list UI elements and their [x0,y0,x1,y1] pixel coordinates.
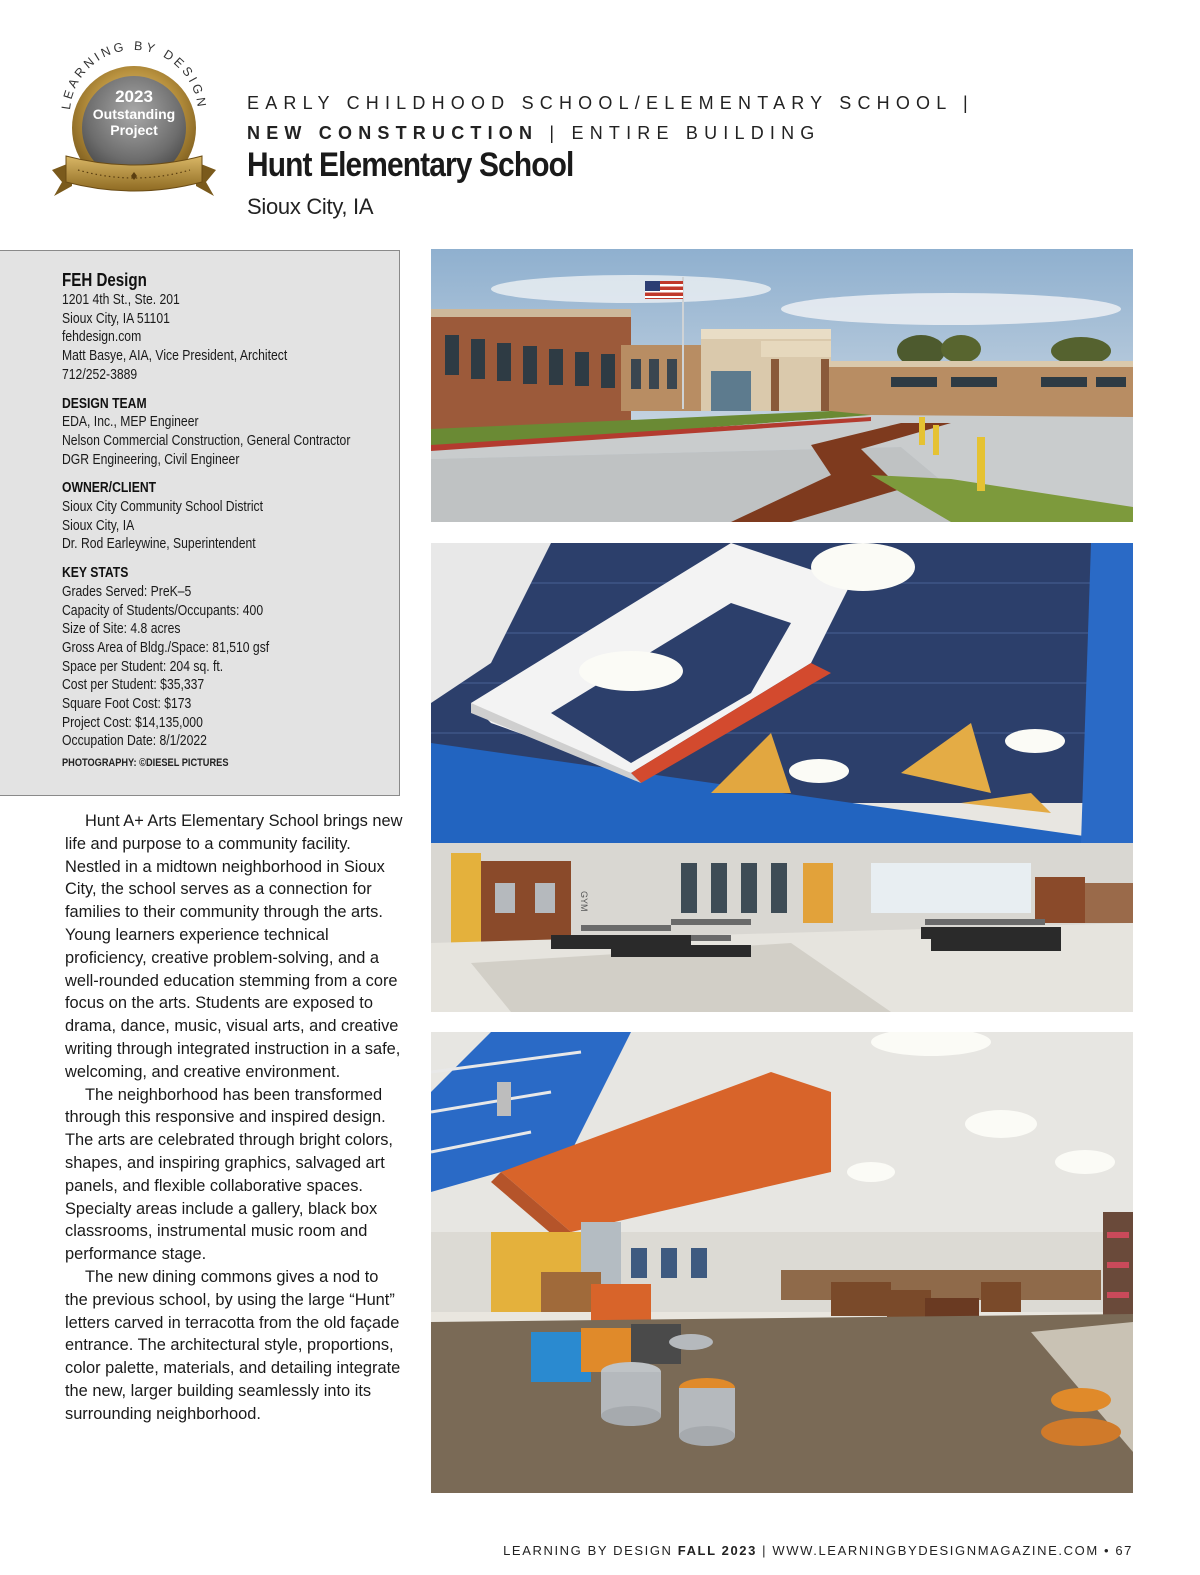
firm-website: fehdesign.com [62,329,142,346]
key-stat-item: Project Cost: $14,135,000 [62,714,203,731]
page-footer [503,1543,1133,1558]
footer-issue: FALL 2023 [677,1543,757,1558]
library-photo [431,1032,1133,1493]
page-title: Hunt Elementary School [247,146,574,184]
key-stat-item: Space per Student: 204 sq. ft. [62,658,224,675]
design-team-item: EDA, Inc., MEP Engineer [62,414,199,431]
badge-arc-text: LEARNING BY DESIGN [59,38,210,111]
project-location: Sioux City, IA [247,194,374,219]
article-paragraph: Hunt A+ Arts Elementary School brings new life and purpose to a community facility. Nestled in a midtown neighborhood in Sioux City, the school serves as a connection for families to their community through the arts. Young learners experience technical proficiency, creative problem-solving, and a well-rounded education stemming from a core focus on the arts. Students are exposed to drama, dance, music, visual arts, and creative writing through integrated instruction in a safe, welcoming, and creative environment. [65,812,403,1081]
design-team-item: Nelson Commercial Construction, General Contractor [62,432,351,449]
footer-separator: | [756,1543,773,1558]
category-rest: ENTIRE BUILDING [571,123,821,143]
article-paragraph: The neighborhood has been transformed through this responsive and inspired design. The arts are celebrated through bright colors, shapes, and inspiring graphics, salvaged art panels, and flexible collaborative spaces. Specialty areas include a gallery, black box classrooms, instrumental music room and performance stage. [65,1085,393,1264]
owner-item: Sioux City Community School District [62,499,264,516]
category-line1: EARLY CHILDHOOD SCHOOL/ELEMENTARY SCHOOL | [247,93,974,113]
footer-url[interactable]: WWW.LEARNINGBYDESIGNMAGAZINE.COM [772,1543,1099,1558]
key-stat-item: Gross Area of Bldg./Space: 81,510 gsf [62,639,270,656]
badge-line2: Project [110,122,158,138]
key-stat-item: Square Foot Cost: $173 [62,696,192,713]
footer-magazine: LEARNING BY DESIGN [503,1543,678,1558]
firm-phone: 712/252-3889 [62,366,138,383]
owner-heading: OWNER/CLIENT [62,480,157,497]
design-team-item: DGR Engineering, Civil Engineer [62,451,240,468]
category-separator: | [538,123,572,143]
photo-credit: PHOTOGRAPHY: ©DIESEL PICTURES [62,757,229,770]
category-line2 [247,118,1147,148]
exterior-photo [431,249,1133,522]
badge-line1: Outstanding [92,106,176,122]
award-badge [48,36,220,208]
badge-year: 2023 [115,87,153,106]
category-bold: NEW CONSTRUCTION [247,123,539,143]
design-team-heading: DESIGN TEAM [62,395,147,412]
key-stat-item: Cost per Student: $35,337 [62,677,205,694]
firm-city: Sioux City, IA 51101 [62,310,170,327]
firm-name: FEH Design [62,270,147,290]
firm-address: 1201 4th St., Ste. 201 [62,292,180,308]
key-stat-item: Size of Site: 4.8 acres [62,621,181,638]
article-body [65,810,405,1426]
footer-bullet: • [1098,1543,1116,1558]
project-category [247,88,1147,148]
key-stat-item: Occupation Date: 8/1/2022 [62,733,207,750]
key-stat-item: Grades Served: PreK–5 [62,583,192,600]
key-stats-heading: KEY STATS [62,565,129,582]
gym-wall-label: GYM [579,891,589,912]
owner-item: Dr. Rod Earleywine, Superintendent [62,536,256,553]
page-number: 67 [1115,1543,1133,1558]
dining-commons-photo [431,543,1133,1012]
article-paragraph: The new dining commons gives a nod to the previous school, by using the large “Hunt” letters carved in terracotta from the old façade entrance. The architectural style, proportions, color palette, materials, and detailing integrate the new, larger building seamlessly into its surrounding neighborhood. [65,1267,401,1423]
firm-details [62,291,415,385]
project-info-box [0,250,400,796]
key-stat-item: Capacity of Students/Occupants: 400 [62,602,264,619]
owner-item: Sioux City, IA [62,517,135,534]
firm-contact: Matt Basye, AIA, Vice President, Architect [62,348,288,365]
award-badge-graphic [48,36,220,208]
